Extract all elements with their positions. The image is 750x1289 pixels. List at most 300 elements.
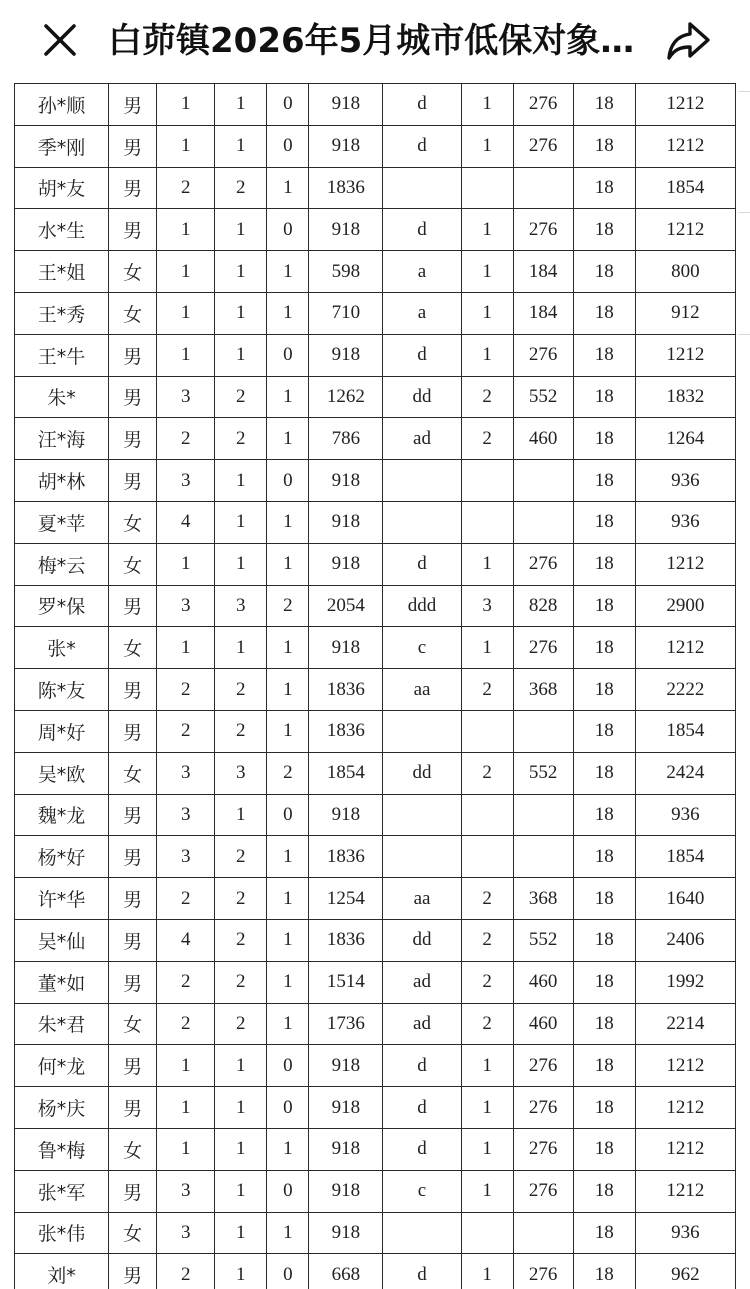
cell-c10[interactable]: 18 (573, 125, 635, 167)
cell-name[interactable]: 周*好 (15, 710, 109, 752)
cell-c4[interactable]: 1 (215, 125, 267, 167)
cell-sex[interactable]: 女 (109, 292, 157, 334)
spreadsheet-view[interactable] (0, 82, 750, 1289)
cell-c5[interactable]: 1 (267, 1003, 309, 1045)
cell-c11[interactable]: 1212 (635, 1128, 735, 1170)
cell-c10[interactable]: 18 (573, 710, 635, 752)
cell-c3[interactable]: 1 (157, 1128, 215, 1170)
cell-c7[interactable] (383, 794, 461, 836)
cell-sex[interactable]: 男 (109, 585, 157, 627)
cell-c11[interactable]: 1212 (635, 627, 735, 669)
cell-c7[interactable]: d (383, 1087, 461, 1129)
cell-c3[interactable]: 3 (157, 376, 215, 418)
cell-c9[interactable]: 460 (513, 961, 573, 1003)
cell-c9[interactable] (513, 710, 573, 752)
cell-sex[interactable]: 男 (109, 1254, 157, 1289)
cell-c6[interactable]: 918 (309, 209, 383, 251)
cell-c11[interactable]: 936 (635, 1212, 735, 1254)
cell-c6[interactable]: 918 (309, 460, 383, 502)
cell-c3[interactable]: 3 (157, 752, 215, 794)
cell-sex[interactable]: 女 (109, 543, 157, 585)
cell-c11[interactable]: 1832 (635, 376, 735, 418)
cell-c10[interactable]: 18 (573, 1003, 635, 1045)
cell-name[interactable]: 陈*友 (15, 669, 109, 711)
cell-c9[interactable]: 552 (513, 752, 573, 794)
cell-c11[interactable]: 2214 (635, 1003, 735, 1045)
cell-c6[interactable]: 1836 (309, 710, 383, 752)
cell-c10[interactable]: 18 (573, 878, 635, 920)
cell-c8[interactable]: 2 (461, 919, 513, 961)
cell-c6[interactable]: 1514 (309, 961, 383, 1003)
cell-c4[interactable]: 2 (215, 376, 267, 418)
cell-sex[interactable]: 男 (109, 669, 157, 711)
cell-c11[interactable]: 2900 (635, 585, 735, 627)
cell-sex[interactable]: 男 (109, 1087, 157, 1129)
cell-c10[interactable]: 18 (573, 794, 635, 836)
cell-c4[interactable]: 2 (215, 919, 267, 961)
cell-c10[interactable]: 18 (573, 1170, 635, 1212)
cell-c9[interactable]: 276 (513, 627, 573, 669)
cell-name[interactable]: 梅*云 (15, 543, 109, 585)
cell-name[interactable]: 魏*龙 (15, 794, 109, 836)
cell-c4[interactable]: 1 (215, 501, 267, 543)
cell-c9[interactable]: 368 (513, 878, 573, 920)
cell-c10[interactable]: 18 (573, 1045, 635, 1087)
cell-c3[interactable]: 1 (157, 125, 215, 167)
cell-c11[interactable]: 2222 (635, 669, 735, 711)
cell-c9[interactable]: 460 (513, 418, 573, 460)
cell-c10[interactable]: 18 (573, 585, 635, 627)
cell-sex[interactable]: 男 (109, 418, 157, 460)
cell-c4[interactable]: 1 (215, 543, 267, 585)
cell-c6[interactable]: 1836 (309, 919, 383, 961)
cell-c5[interactable]: 1 (267, 418, 309, 460)
cell-c9[interactable]: 184 (513, 251, 573, 293)
cell-c3[interactable]: 1 (157, 84, 215, 126)
cell-c8[interactable]: 2 (461, 1003, 513, 1045)
cell-c8[interactable]: 2 (461, 669, 513, 711)
cell-c8[interactable]: 1 (461, 1254, 513, 1289)
cell-c5[interactable]: 1 (267, 501, 309, 543)
cell-c3[interactable]: 2 (157, 418, 215, 460)
cell-c9[interactable]: 276 (513, 1254, 573, 1289)
cell-name[interactable]: 孙*顺 (15, 84, 109, 126)
cell-c8[interactable]: 1 (461, 251, 513, 293)
cell-c9[interactable]: 276 (513, 543, 573, 585)
cell-c4[interactable]: 1 (215, 794, 267, 836)
cell-c6[interactable]: 918 (309, 84, 383, 126)
cell-c4[interactable]: 3 (215, 585, 267, 627)
cell-c3[interactable]: 1 (157, 627, 215, 669)
cell-c5[interactable]: 0 (267, 84, 309, 126)
cell-c8[interactable]: 1 (461, 1128, 513, 1170)
cell-c6[interactable]: 1836 (309, 669, 383, 711)
cell-c7[interactable]: c (383, 1170, 461, 1212)
cell-c6[interactable]: 918 (309, 334, 383, 376)
cell-c5[interactable]: 1 (267, 167, 309, 209)
cell-name[interactable]: 何*龙 (15, 1045, 109, 1087)
cell-c9[interactable]: 276 (513, 1045, 573, 1087)
cell-sex[interactable]: 女 (109, 251, 157, 293)
cell-name[interactable]: 朱* (15, 376, 109, 418)
cell-c8[interactable] (461, 501, 513, 543)
cell-c3[interactable]: 2 (157, 669, 215, 711)
cell-c8[interactable] (461, 710, 513, 752)
cell-c6[interactable]: 918 (309, 543, 383, 585)
cell-c6[interactable]: 710 (309, 292, 383, 334)
cell-c5[interactable]: 2 (267, 752, 309, 794)
cell-c11[interactable]: 1212 (635, 1087, 735, 1129)
cell-c9[interactable] (513, 460, 573, 502)
cell-sex[interactable]: 女 (109, 501, 157, 543)
cell-c3[interactable]: 3 (157, 836, 215, 878)
cell-c10[interactable]: 18 (573, 251, 635, 293)
cell-c5[interactable]: 1 (267, 1128, 309, 1170)
cell-c4[interactable]: 3 (215, 752, 267, 794)
cell-c9[interactable]: 276 (513, 209, 573, 251)
cell-c11[interactable]: 1212 (635, 543, 735, 585)
cell-c9[interactable] (513, 836, 573, 878)
cell-c4[interactable]: 2 (215, 167, 267, 209)
cell-c7[interactable]: dd (383, 376, 461, 418)
cell-c10[interactable]: 18 (573, 752, 635, 794)
cell-c10[interactable]: 18 (573, 501, 635, 543)
cell-sex[interactable]: 男 (109, 460, 157, 502)
cell-c3[interactable]: 2 (157, 710, 215, 752)
cell-c9[interactable] (513, 794, 573, 836)
cell-c5[interactable]: 0 (267, 1254, 309, 1289)
cell-c10[interactable]: 18 (573, 209, 635, 251)
cell-sex[interactable]: 男 (109, 794, 157, 836)
cell-c11[interactable]: 1854 (635, 836, 735, 878)
cell-c8[interactable]: 1 (461, 1087, 513, 1129)
cell-c7[interactable]: dd (383, 919, 461, 961)
cell-c3[interactable]: 3 (157, 794, 215, 836)
cell-sex[interactable]: 女 (109, 1003, 157, 1045)
cell-c7[interactable] (383, 460, 461, 502)
cell-sex[interactable]: 男 (109, 334, 157, 376)
cell-c10[interactable]: 18 (573, 292, 635, 334)
cell-c9[interactable]: 276 (513, 1128, 573, 1170)
cell-c7[interactable]: a (383, 251, 461, 293)
cell-c5[interactable]: 0 (267, 1045, 309, 1087)
cell-c4[interactable]: 1 (215, 1128, 267, 1170)
cell-c5[interactable]: 1 (267, 376, 309, 418)
cell-c4[interactable]: 2 (215, 878, 267, 920)
cell-sex[interactable]: 男 (109, 125, 157, 167)
cell-c10[interactable]: 18 (573, 627, 635, 669)
cell-name[interactable]: 王*牛 (15, 334, 109, 376)
cell-c11[interactable]: 1854 (635, 710, 735, 752)
cell-c5[interactable]: 1 (267, 543, 309, 585)
cell-c6[interactable]: 918 (309, 627, 383, 669)
cell-c8[interactable]: 1 (461, 292, 513, 334)
cell-c5[interactable]: 1 (267, 961, 309, 1003)
cell-c10[interactable]: 18 (573, 460, 635, 502)
cell-c11[interactable]: 1212 (635, 1170, 735, 1212)
cell-c5[interactable]: 0 (267, 1170, 309, 1212)
cell-c9[interactable]: 276 (513, 334, 573, 376)
cell-c7[interactable]: d (383, 125, 461, 167)
cell-c10[interactable]: 18 (573, 669, 635, 711)
cell-c3[interactable]: 1 (157, 334, 215, 376)
cell-c5[interactable]: 1 (267, 836, 309, 878)
cell-sex[interactable]: 男 (109, 1045, 157, 1087)
cell-c10[interactable]: 18 (573, 543, 635, 585)
cell-c8[interactable] (461, 836, 513, 878)
cell-sex[interactable]: 男 (109, 209, 157, 251)
cell-c5[interactable]: 1 (267, 292, 309, 334)
cell-c5[interactable]: 0 (267, 794, 309, 836)
cell-c7[interactable]: d (383, 1254, 461, 1289)
cell-name[interactable]: 吴*仙 (15, 919, 109, 961)
cell-c11[interactable]: 1992 (635, 961, 735, 1003)
cell-c5[interactable]: 2 (267, 585, 309, 627)
cell-name[interactable]: 杨*好 (15, 836, 109, 878)
cell-c4[interactable]: 1 (215, 1045, 267, 1087)
cell-c6[interactable]: 918 (309, 1087, 383, 1129)
cell-c3[interactable]: 2 (157, 878, 215, 920)
cell-c3[interactable]: 3 (157, 585, 215, 627)
cell-c5[interactable]: 1 (267, 251, 309, 293)
cell-c11[interactable]: 936 (635, 501, 735, 543)
cell-c10[interactable]: 18 (573, 84, 635, 126)
cell-c10[interactable]: 18 (573, 1212, 635, 1254)
cell-c10[interactable]: 18 (573, 167, 635, 209)
cell-c7[interactable]: a (383, 292, 461, 334)
cell-c8[interactable]: 1 (461, 334, 513, 376)
cell-c3[interactable]: 1 (157, 1045, 215, 1087)
cell-c4[interactable]: 2 (215, 418, 267, 460)
cell-c4[interactable]: 1 (215, 292, 267, 334)
cell-sex[interactable]: 男 (109, 878, 157, 920)
cell-c11[interactable]: 2406 (635, 919, 735, 961)
cell-c3[interactable]: 2 (157, 167, 215, 209)
cell-c7[interactable]: d (383, 1128, 461, 1170)
cell-c9[interactable]: 276 (513, 1170, 573, 1212)
cell-c8[interactable] (461, 167, 513, 209)
cell-name[interactable]: 董*如 (15, 961, 109, 1003)
cell-sex[interactable]: 女 (109, 1212, 157, 1254)
cell-c11[interactable]: 800 (635, 251, 735, 293)
cell-c10[interactable]: 18 (573, 1254, 635, 1289)
cell-c5[interactable]: 1 (267, 669, 309, 711)
cell-name[interactable]: 许*华 (15, 878, 109, 920)
cell-c4[interactable]: 1 (215, 460, 267, 502)
cell-c6[interactable]: 918 (309, 125, 383, 167)
cell-c7[interactable]: aa (383, 878, 461, 920)
cell-c11[interactable]: 1212 (635, 125, 735, 167)
cell-name[interactable]: 张*伟 (15, 1212, 109, 1254)
cell-c7[interactable] (383, 167, 461, 209)
cell-c8[interactable]: 1 (461, 84, 513, 126)
cell-c6[interactable]: 786 (309, 418, 383, 460)
cell-c10[interactable]: 18 (573, 961, 635, 1003)
cell-c8[interactable]: 1 (461, 1170, 513, 1212)
cell-c6[interactable]: 1736 (309, 1003, 383, 1045)
cell-c8[interactable]: 2 (461, 878, 513, 920)
cell-name[interactable]: 汪*海 (15, 418, 109, 460)
cell-c3[interactable]: 3 (157, 1170, 215, 1212)
cell-c6[interactable]: 668 (309, 1254, 383, 1289)
cell-name[interactable]: 夏*苹 (15, 501, 109, 543)
cell-c8[interactable] (461, 794, 513, 836)
cell-c7[interactable]: ddd (383, 585, 461, 627)
cell-c3[interactable]: 4 (157, 501, 215, 543)
cell-c3[interactable]: 1 (157, 251, 215, 293)
cell-name[interactable]: 罗*保 (15, 585, 109, 627)
cell-c9[interactable]: 276 (513, 84, 573, 126)
cell-c3[interactable]: 1 (157, 209, 215, 251)
cell-c7[interactable]: d (383, 334, 461, 376)
cell-c8[interactable]: 1 (461, 543, 513, 585)
cell-c9[interactable] (513, 501, 573, 543)
cell-name[interactable]: 胡*林 (15, 460, 109, 502)
cell-c8[interactable]: 2 (461, 961, 513, 1003)
cell-c9[interactable]: 828 (513, 585, 573, 627)
cell-c10[interactable]: 18 (573, 1128, 635, 1170)
cell-c8[interactable]: 3 (461, 585, 513, 627)
cell-c3[interactable]: 4 (157, 919, 215, 961)
cell-name[interactable]: 张*军 (15, 1170, 109, 1212)
cell-sex[interactable]: 男 (109, 961, 157, 1003)
cell-c9[interactable]: 276 (513, 125, 573, 167)
cell-c6[interactable]: 1836 (309, 836, 383, 878)
share-button[interactable] (664, 18, 712, 64)
cell-c8[interactable]: 2 (461, 752, 513, 794)
cell-c7[interactable]: aa (383, 669, 461, 711)
cell-c7[interactable]: dd (383, 752, 461, 794)
cell-name[interactable]: 王*姐 (15, 251, 109, 293)
cell-c3[interactable]: 1 (157, 1087, 215, 1129)
cell-c6[interactable]: 1854 (309, 752, 383, 794)
cell-c7[interactable] (383, 501, 461, 543)
cell-c8[interactable] (461, 1212, 513, 1254)
cell-c8[interactable]: 1 (461, 627, 513, 669)
cell-c8[interactable]: 2 (461, 418, 513, 460)
cell-c7[interactable]: d (383, 543, 461, 585)
cell-c3[interactable]: 1 (157, 292, 215, 334)
cell-c11[interactable]: 1212 (635, 84, 735, 126)
cell-c7[interactable]: ad (383, 961, 461, 1003)
cell-c4[interactable]: 2 (215, 669, 267, 711)
cell-c5[interactable]: 0 (267, 460, 309, 502)
cell-c9[interactable]: 184 (513, 292, 573, 334)
cell-c9[interactable]: 552 (513, 376, 573, 418)
cell-c10[interactable]: 18 (573, 418, 635, 460)
cell-c4[interactable]: 2 (215, 710, 267, 752)
cell-c10[interactable]: 18 (573, 334, 635, 376)
cell-c11[interactable]: 1212 (635, 1045, 735, 1087)
cell-c4[interactable]: 1 (215, 334, 267, 376)
cell-c4[interactable]: 2 (215, 836, 267, 878)
cell-c7[interactable]: ad (383, 418, 461, 460)
cell-c4[interactable]: 1 (215, 1254, 267, 1289)
cell-c8[interactable]: 1 (461, 1045, 513, 1087)
cell-c7[interactable]: ad (383, 1003, 461, 1045)
cell-sex[interactable]: 男 (109, 376, 157, 418)
cell-c6[interactable]: 918 (309, 1212, 383, 1254)
cell-name[interactable]: 杨*庆 (15, 1087, 109, 1129)
cell-c9[interactable]: 368 (513, 669, 573, 711)
cell-c9[interactable]: 460 (513, 1003, 573, 1045)
cell-c11[interactable]: 2424 (635, 752, 735, 794)
cell-c11[interactable]: 912 (635, 292, 735, 334)
cell-sex[interactable]: 女 (109, 627, 157, 669)
cell-c8[interactable]: 1 (461, 125, 513, 167)
cell-name[interactable]: 朱*君 (15, 1003, 109, 1045)
cell-c3[interactable]: 3 (157, 460, 215, 502)
cell-sex[interactable]: 男 (109, 84, 157, 126)
cell-sex[interactable]: 男 (109, 710, 157, 752)
cell-c7[interactable]: d (383, 84, 461, 126)
cell-c11[interactable]: 1212 (635, 334, 735, 376)
close-button[interactable] (40, 20, 80, 60)
cell-c9[interactable]: 276 (513, 1087, 573, 1129)
cell-c3[interactable]: 3 (157, 1212, 215, 1254)
cell-c10[interactable]: 18 (573, 376, 635, 418)
cell-c5[interactable]: 1 (267, 710, 309, 752)
cell-c8[interactable]: 1 (461, 209, 513, 251)
cell-c4[interactable]: 1 (215, 1212, 267, 1254)
cell-c9[interactable]: 552 (513, 919, 573, 961)
cell-name[interactable]: 季*刚 (15, 125, 109, 167)
cell-c5[interactable]: 0 (267, 334, 309, 376)
cell-c11[interactable]: 1640 (635, 878, 735, 920)
cell-c4[interactable]: 1 (215, 209, 267, 251)
cell-name[interactable]: 胡*友 (15, 167, 109, 209)
cell-c11[interactable]: 936 (635, 460, 735, 502)
cell-c11[interactable]: 1264 (635, 418, 735, 460)
cell-sex[interactable]: 女 (109, 752, 157, 794)
cell-sex[interactable]: 男 (109, 919, 157, 961)
cell-c3[interactable]: 2 (157, 961, 215, 1003)
cell-c4[interactable]: 2 (215, 961, 267, 1003)
cell-c5[interactable]: 1 (267, 627, 309, 669)
cell-c4[interactable]: 1 (215, 84, 267, 126)
cell-c6[interactable]: 598 (309, 251, 383, 293)
cell-c7[interactable]: d (383, 1045, 461, 1087)
cell-c6[interactable]: 918 (309, 1045, 383, 1087)
cell-name[interactable]: 刘* (15, 1254, 109, 1289)
cell-c7[interactable] (383, 1212, 461, 1254)
cell-c8[interactable] (461, 460, 513, 502)
cell-c3[interactable]: 2 (157, 1003, 215, 1045)
cell-c7[interactable] (383, 836, 461, 878)
cell-c5[interactable]: 1 (267, 919, 309, 961)
cell-c6[interactable]: 2054 (309, 585, 383, 627)
cell-c10[interactable]: 18 (573, 1087, 635, 1129)
cell-c11[interactable]: 1854 (635, 167, 735, 209)
cell-c3[interactable]: 1 (157, 543, 215, 585)
cell-name[interactable]: 王*秀 (15, 292, 109, 334)
cell-sex[interactable]: 男 (109, 836, 157, 878)
cell-c5[interactable]: 0 (267, 125, 309, 167)
cell-name[interactable]: 张* (15, 627, 109, 669)
cell-c7[interactable] (383, 710, 461, 752)
cell-name[interactable]: 鲁*梅 (15, 1128, 109, 1170)
cell-c4[interactable]: 1 (215, 251, 267, 293)
cell-c6[interactable]: 918 (309, 1128, 383, 1170)
cell-c11[interactable]: 1212 (635, 209, 735, 251)
cell-c5[interactable]: 1 (267, 878, 309, 920)
cell-c3[interactable]: 2 (157, 1254, 215, 1289)
cell-c7[interactable]: d (383, 209, 461, 251)
cell-sex[interactable]: 男 (109, 167, 157, 209)
cell-c8[interactable]: 2 (461, 376, 513, 418)
cell-c4[interactable]: 2 (215, 1003, 267, 1045)
cell-c9[interactable] (513, 1212, 573, 1254)
